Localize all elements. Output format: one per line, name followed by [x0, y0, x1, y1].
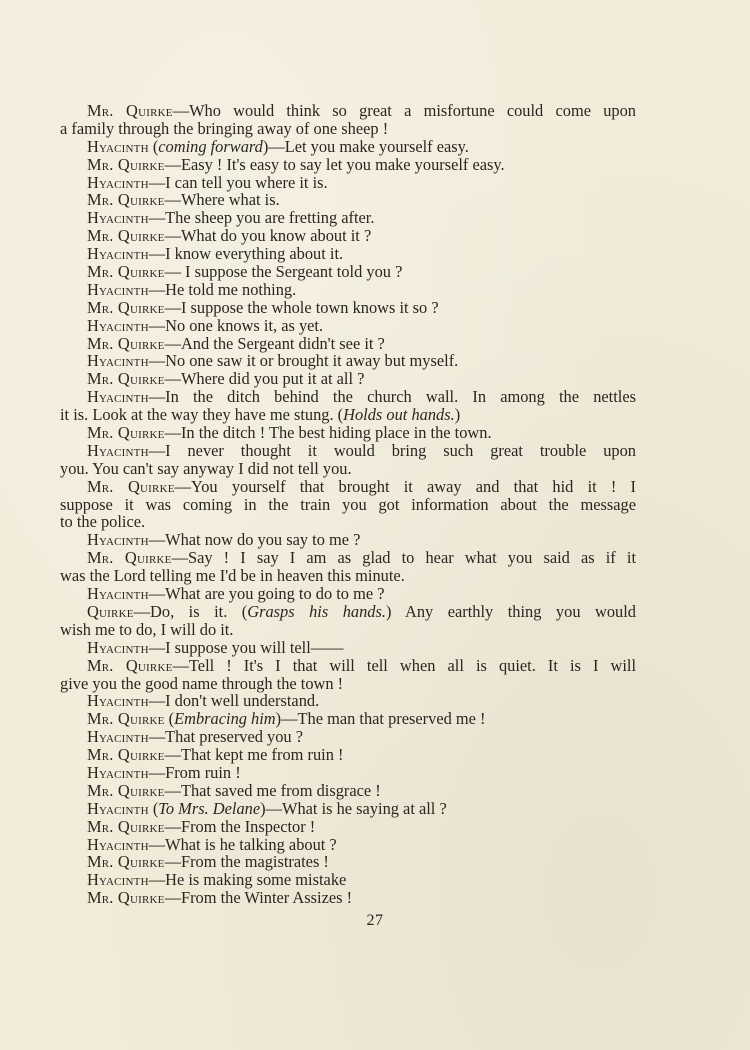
text-line — [60, 603, 636, 621]
line-text: —From the magistrates ! — [164, 852, 329, 872]
speaker-name: Mr. Quirke — [87, 369, 165, 389]
line-text: suppose it was coming in the train you got information about the message — [60, 494, 636, 514]
text-line — [60, 209, 636, 227]
text-line — [60, 692, 636, 710]
speaker-name: Mr. Quirke — [87, 226, 165, 246]
speaker-name: Hyacinth — [87, 834, 149, 854]
speaker-name: Hyacinth — [87, 172, 149, 192]
line-text: a family through the bringing away of one sheep ! — [60, 118, 389, 138]
line-text: —I don't well understand. — [148, 691, 320, 711]
line-text: —What are you going to do to me ? — [148, 584, 385, 604]
text-line — [60, 728, 636, 746]
line-text: wish me to do, I will do it. — [60, 619, 234, 639]
speaker-name: Mr. Quirke — [87, 780, 165, 800]
text-line — [60, 406, 636, 424]
speaker-name: Mr. Quirke — [87, 476, 175, 496]
page-number: 27 — [366, 912, 384, 929]
text-line — [60, 156, 636, 174]
speaker-name: Hyacinth — [87, 136, 149, 156]
line-text: ) — [454, 405, 461, 425]
speaker-name: Hyacinth — [87, 798, 149, 818]
stage-direction: Holds out hands. — [343, 405, 455, 425]
text-line — [60, 299, 636, 317]
text-line — [60, 245, 636, 263]
text-line — [60, 621, 636, 639]
line-text: —Easy ! It's easy to say let you make yourself easy. — [164, 154, 505, 174]
line-text: —You yourself that brought it away and that hid it ! I — [174, 476, 636, 496]
line-text: —The sheep you are fretting after. — [148, 208, 375, 228]
text-line — [60, 675, 636, 693]
text-line — [60, 317, 636, 335]
text-line — [60, 370, 636, 388]
line-text: —I suppose the whole town knows it so ? — [164, 297, 439, 317]
speaker-name: Mr. Quirke — [87, 297, 165, 317]
line-text: —What do you know about it ? — [164, 226, 372, 246]
line-text: —No one saw it or brought it away but myself. — [148, 351, 459, 371]
speaker-name: Hyacinth — [87, 530, 149, 550]
speaker-name: Hyacinth — [87, 279, 149, 299]
text-line — [60, 120, 636, 138]
line-text: —From the Winter Assizes ! — [164, 888, 353, 908]
stage-direction: To Mrs. Delane — [158, 798, 261, 818]
speaker-name: Hyacinth — [87, 244, 149, 264]
text-line — [60, 174, 636, 192]
stage-direction: Grasps his hands. — [247, 601, 386, 621]
text-line — [60, 227, 636, 245]
text-line — [60, 836, 636, 854]
text-line — [60, 460, 636, 478]
line-text: —He told me nothing. — [148, 279, 297, 299]
text-line — [60, 138, 636, 156]
line-text: —That saved me from disgrace ! — [164, 780, 381, 800]
line-text: )—What is he saying at all ? — [260, 798, 447, 818]
line-text: —Where did you put it at all ? — [164, 369, 365, 389]
line-text: —From the Inspector ! — [164, 816, 316, 836]
text-line — [60, 782, 636, 800]
text-line — [60, 567, 636, 585]
speaker-name: Mr. Quirke — [87, 888, 165, 908]
line-text: —Where what is. — [164, 190, 280, 210]
line-text: —What now do you say to me ? — [148, 530, 361, 550]
line-text: was the Lord telling me I'd be in heaven this minute. — [60, 566, 405, 586]
text-line — [60, 800, 636, 818]
line-text: —Tell ! It's I that will tell when all is quiet. It is I will — [172, 655, 636, 675]
stage-direction: coming forward — [158, 136, 263, 156]
text-line — [60, 442, 636, 460]
line-text: ( — [148, 136, 159, 156]
text-line — [60, 710, 636, 728]
line-text: —No one knows it, as yet. — [148, 315, 324, 335]
text-line — [60, 388, 636, 406]
speaker-name: Mr. Quirke — [87, 190, 165, 210]
text-line — [60, 531, 636, 549]
speaker-name: Hyacinth — [87, 208, 149, 228]
line-text: —I know everything about it. — [148, 244, 344, 264]
speaker-name: Mr. Quirke — [87, 816, 165, 836]
line-text: —In the ditch ! The best hiding place in the town. — [164, 423, 492, 443]
line-text: to the police. — [60, 512, 146, 532]
stage-direction: Embracing him — [174, 709, 276, 729]
text-line — [60, 335, 636, 353]
text-line — [60, 191, 636, 209]
line-text: —Do, is it. ( — [133, 601, 248, 621]
line-text: —I never thought it would bring such great trouble upon — [148, 440, 636, 460]
text-line — [60, 639, 636, 657]
speaker-name: Mr. Quirke — [87, 423, 165, 443]
text-line — [60, 102, 636, 120]
line-text: —And the Sergeant didn't see it ? — [164, 333, 385, 353]
text-line — [60, 263, 636, 281]
speaker-name: Quirke — [87, 601, 134, 621]
speaker-name: Mr. Quirke — [87, 262, 165, 282]
line-text: it is. Look at the way they have me stung. ( — [60, 405, 344, 425]
text-line — [60, 871, 636, 889]
speaker-name: Hyacinth — [87, 691, 149, 711]
text-line — [60, 657, 636, 675]
line-text: —From ruin ! — [148, 762, 241, 782]
speaker-name: Mr. Quirke — [87, 333, 165, 353]
speaker-name: Hyacinth — [87, 315, 149, 335]
line-text: ) Any earthly thing you would — [385, 601, 636, 621]
text-line — [60, 549, 636, 567]
line-text: — I suppose the Sergeant told you ? — [164, 262, 403, 282]
line-text: —What is he talking about ? — [148, 834, 337, 854]
line-text: —That kept me from ruin ! — [164, 745, 344, 765]
speaker-name: Hyacinth — [87, 387, 149, 407]
line-text: —I can tell you where it is. — [148, 172, 328, 192]
line-text: )—The man that preserved me ! — [275, 709, 486, 729]
speaker-name: Hyacinth — [87, 762, 149, 782]
text-line — [60, 889, 636, 907]
line-text: —Who would think so great a misfortune could come upon — [172, 101, 636, 120]
line-text: —I suppose you will tell—— — [148, 637, 344, 657]
speaker-name: Hyacinth — [87, 637, 149, 657]
line-text: —That preserved you ? — [148, 727, 304, 747]
line-text: ( — [164, 709, 175, 729]
speaker-name: Hyacinth — [87, 351, 149, 371]
line-text: —He is making some mistake — [148, 870, 347, 890]
text-line — [60, 352, 636, 370]
line-text: you. You can't say anyway I did not tell you. — [60, 458, 352, 478]
text-line — [60, 478, 636, 496]
text-line — [60, 818, 636, 836]
text-line — [60, 585, 636, 603]
text-line — [60, 424, 636, 442]
speaker-name: Mr. Quirke — [87, 709, 165, 729]
text-line — [60, 853, 636, 871]
speaker-name: Mr. Quirke — [87, 548, 172, 568]
text-line — [60, 746, 636, 764]
speaker-name: Hyacinth — [87, 870, 149, 890]
text-line — [60, 496, 636, 514]
speaker-name: Mr. Quirke — [87, 852, 165, 872]
text-line — [60, 764, 636, 782]
speaker-name: Mr. Quirke — [87, 101, 173, 120]
speaker-name: Hyacinth — [87, 727, 149, 747]
line-text: ( — [148, 798, 159, 818]
speaker-name: Mr. Quirke — [87, 154, 165, 174]
speaker-name: Mr. Quirke — [87, 655, 173, 675]
dialogue-text — [60, 102, 636, 907]
text-line — [60, 281, 636, 299]
line-text: —Say ! I say I am as glad to hear what you said as if it — [171, 548, 636, 568]
speaker-name: Hyacinth — [87, 440, 149, 460]
text-line — [60, 513, 636, 531]
speaker-name: Hyacinth — [87, 584, 149, 604]
speaker-name: Mr. Quirke — [87, 745, 165, 765]
line-text: —In the ditch behind the church wall. In among the nettles — [148, 387, 636, 407]
line-text: give you the good name through the town ! — [60, 673, 344, 693]
line-text: )—Let you make yourself easy. — [262, 136, 469, 156]
